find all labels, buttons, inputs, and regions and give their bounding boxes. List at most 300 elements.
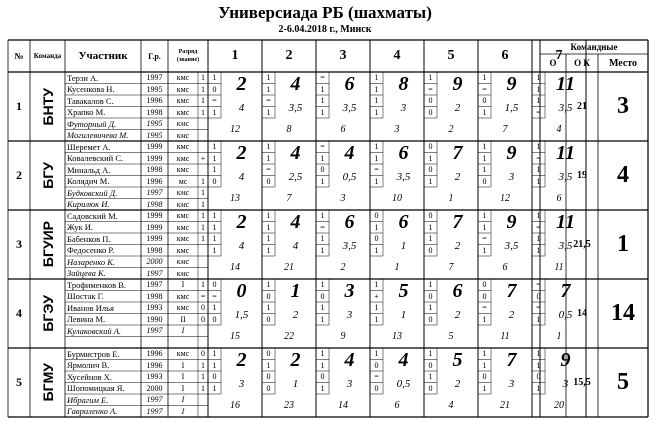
round-opponent: 6 <box>556 193 562 204</box>
board-result: 1 <box>212 303 217 313</box>
board-result: 1 <box>320 314 325 324</box>
board-result: 1 <box>428 234 433 244</box>
board-result: 1 <box>374 245 379 255</box>
player-name: Ярмолич В. <box>67 360 110 371</box>
round-points: 3,5 <box>558 239 573 252</box>
board-result: 1 <box>320 96 325 106</box>
round-points: 3,5 <box>396 170 411 183</box>
board-result: 0 <box>428 142 433 152</box>
player-mark <box>198 325 208 337</box>
team-name-label: БНТУ <box>39 87 56 126</box>
board-result: 0 <box>320 372 325 382</box>
player-name: Жук И. <box>67 222 93 233</box>
board-result: 1 <box>212 211 217 221</box>
team-number: 3 <box>16 237 22 251</box>
board-result: 1 <box>428 280 433 290</box>
round-score: 2 <box>236 73 247 96</box>
round-opponent: 9 <box>340 331 346 342</box>
round-opponent: 4 <box>448 400 454 411</box>
round-opponent: 11 <box>500 331 510 342</box>
board-result: 0 <box>482 372 487 382</box>
header-rank: Разряд (звание) <box>176 49 200 63</box>
board-result: 1 <box>482 383 487 393</box>
player-name: Могилевичева М. <box>67 130 129 141</box>
board-result: 1 <box>266 84 271 94</box>
board-result: 0 <box>536 372 541 382</box>
player-mark <box>198 268 208 280</box>
board-result: 1 <box>212 234 217 244</box>
page-title: Универсиада РБ (шахматы) <box>218 3 432 22</box>
player-mark <box>198 130 208 142</box>
player-name: Ковалевский С. <box>67 153 124 164</box>
player-mark: = <box>200 291 206 301</box>
board-result: 1 <box>266 360 271 370</box>
round-score: 7 <box>452 142 463 165</box>
board-result: 0 <box>212 314 217 324</box>
board-result: 1 <box>536 84 541 94</box>
player-year: 1999 <box>146 153 163 163</box>
player-rank: кмс <box>176 73 190 83</box>
round-points: 3 <box>508 377 515 390</box>
team-place: 3 <box>617 93 629 119</box>
player-year: 1998 <box>146 107 163 117</box>
round-score: 2 <box>290 349 301 372</box>
board-result: 1 <box>320 107 325 117</box>
round-opponent: 7 <box>502 124 508 135</box>
round-score: 9 <box>560 349 571 372</box>
round-points: 2 <box>454 377 461 390</box>
board-result: 1 <box>536 165 541 175</box>
player-year: 1997 <box>146 73 163 83</box>
board-result: 1 <box>320 245 325 255</box>
board-result: 0 <box>266 372 271 382</box>
player-rank: кмс <box>176 303 190 313</box>
player-year: 2000 <box>146 383 163 393</box>
round-score: 6 <box>398 142 409 165</box>
board-result: 1 <box>482 314 487 324</box>
round-opponent: 3 <box>394 124 400 135</box>
player-rank: кмс <box>176 291 190 301</box>
round-score: 6 <box>452 280 463 303</box>
board-result: 1 <box>212 107 217 117</box>
round-score: 11 <box>556 211 575 234</box>
player-year: 1997 <box>146 326 163 336</box>
board-result: 1 <box>212 165 217 175</box>
player-mark: 1 <box>201 199 205 209</box>
player-name: Кусенкова Н. <box>67 84 115 95</box>
player-mark <box>198 394 208 406</box>
board-result: = <box>482 84 487 94</box>
board-result: 0 <box>266 291 271 301</box>
round-opponent: 20 <box>554 400 564 411</box>
board-result: 0 <box>374 234 379 244</box>
board-result: 0 <box>266 314 271 324</box>
team-points: 15,5 <box>573 377 591 388</box>
player-mark <box>198 245 208 257</box>
round-score: 4 <box>398 349 409 372</box>
player-year: 1993 <box>146 372 163 382</box>
team-name <box>30 210 65 279</box>
player-year: 1996 <box>146 349 163 359</box>
team-name-label: БГУИР <box>39 221 56 268</box>
player-rank: кмс <box>176 211 190 221</box>
team-name <box>30 141 65 210</box>
board-result: = <box>320 73 325 83</box>
page-subtitle: 2-6.04.2018 г., Минск <box>278 24 372 35</box>
board-result: = <box>266 96 271 106</box>
board-result: 1 <box>536 314 541 324</box>
player-rank: кмс <box>176 107 190 117</box>
board-result: = <box>374 372 379 382</box>
header-year: Г.р. <box>148 51 161 61</box>
player-year: 1995 <box>146 119 163 129</box>
board-result: + <box>374 291 379 301</box>
round-opponent: 6 <box>502 262 508 273</box>
team-name <box>30 72 65 141</box>
round-points: 3 <box>400 101 407 114</box>
board-result: 0 <box>212 372 217 382</box>
board-result: = <box>536 303 541 313</box>
header-o: О <box>549 58 557 68</box>
round-points: 2,5 <box>288 170 303 183</box>
board-result: 0 <box>374 383 379 393</box>
header-team: Команда <box>33 52 62 60</box>
round-opponent: 14 <box>338 400 348 411</box>
team-points: 21 <box>577 101 587 112</box>
board-result: 1 <box>212 360 217 370</box>
board-result: 1 <box>482 73 487 83</box>
board-result: 1 <box>374 84 379 94</box>
board-result: 1 <box>374 107 379 117</box>
board-result: 1 <box>374 73 379 83</box>
player-rank: кмс <box>176 234 190 244</box>
header-place: Место <box>608 57 638 69</box>
player-mark: 1 <box>201 96 205 106</box>
round-points: 3,5 <box>288 101 303 114</box>
board-result: = <box>536 107 541 117</box>
player-name: Храпко М. <box>67 107 106 118</box>
team-name <box>30 348 65 417</box>
board-result: 1 <box>428 73 433 83</box>
header-team-results: Командные <box>570 42 618 52</box>
header-ok: О К <box>574 58 590 68</box>
round-opponent: 1 <box>394 262 400 273</box>
player-rank: кмс <box>176 349 190 359</box>
board-result: 1 <box>482 211 487 221</box>
board-result: 0 <box>428 383 433 393</box>
round-score: 4 <box>344 349 355 372</box>
player-rank: кмс <box>176 119 190 129</box>
board-result: 0 <box>482 96 487 106</box>
player-mark: + <box>200 153 206 163</box>
board-result: 0 <box>212 176 217 186</box>
board-result: = <box>482 234 487 244</box>
round-score: 5 <box>452 349 463 372</box>
player-year: 1999 <box>146 234 163 244</box>
board-result: 1 <box>212 222 217 232</box>
round-score: 4 <box>344 142 355 165</box>
team-place: 14 <box>611 300 635 326</box>
player-rank: I <box>181 360 185 370</box>
board-result: 1 <box>536 383 541 393</box>
board-result: 1 <box>482 245 487 255</box>
board-result: 1 <box>212 383 217 393</box>
player-name: Зайцева К. <box>67 268 106 279</box>
board-result: = <box>536 280 541 290</box>
round-score: 4 <box>290 211 301 234</box>
round-points: 4 <box>238 170 245 183</box>
round-opponent: 21 <box>500 400 510 411</box>
board-result: 1 <box>266 245 271 255</box>
round-opponent: 2 <box>340 262 346 273</box>
header-round-2: 2 <box>285 48 293 63</box>
board-result: 1 <box>374 314 379 324</box>
round-points: 0,5 <box>396 377 411 390</box>
board-result: 1 <box>482 107 487 117</box>
player-year: 1998 <box>146 199 163 209</box>
team-number: 5 <box>16 375 22 389</box>
player-mark: 1 <box>201 188 205 198</box>
player-name: Шостак Г. <box>67 291 104 302</box>
board-result: 1 <box>374 176 379 186</box>
player-mark <box>198 256 208 268</box>
round-points: 3 <box>238 377 245 390</box>
board-result: 1 <box>320 280 325 290</box>
player-rank: кмс <box>176 257 190 267</box>
player-rank: I <box>181 326 185 336</box>
player-year: 1990 <box>146 314 163 324</box>
player-name: Будковский Д. <box>67 187 118 198</box>
board-result: = <box>536 222 541 232</box>
round-score: 7 <box>560 280 571 303</box>
board-result: 1 <box>428 176 433 186</box>
board-result: 1 <box>266 142 271 152</box>
board-result: 0 <box>266 176 271 186</box>
round-opponent: 22 <box>284 331 294 342</box>
round-opponent: 11 <box>554 262 564 273</box>
board-result: 1 <box>266 303 271 313</box>
player-name: Федосенко Р. <box>67 245 115 256</box>
board-result: = <box>482 303 487 313</box>
team-number: 1 <box>16 99 22 113</box>
player-rank: кмс <box>176 153 190 163</box>
board-result: 0 <box>266 383 271 393</box>
player-name: Тавакалов С. <box>67 95 114 106</box>
board-result: 1 <box>482 153 487 163</box>
round-score: 6 <box>344 211 355 234</box>
round-opponent: 14 <box>230 262 240 273</box>
header-round-7: 7 <box>555 48 563 63</box>
board-result: 1 <box>374 142 379 152</box>
player-name: Бабенков П. <box>67 233 111 244</box>
player-name <box>65 337 141 349</box>
round-score: 11 <box>556 73 575 96</box>
player-mark: 1 <box>201 73 205 83</box>
player-rank: кмс <box>176 245 190 255</box>
player-rank: кмс <box>176 165 190 175</box>
player-name: Колядич М. <box>67 176 110 187</box>
round-points: 3,5 <box>558 101 573 114</box>
round-points: 0,5 <box>558 308 573 321</box>
round-points: 1 <box>292 377 299 390</box>
round-opponent: 1 <box>448 193 454 204</box>
team-number: 4 <box>16 306 22 320</box>
round-opponent: 15 <box>230 331 240 342</box>
player-mark: 0 <box>201 349 205 359</box>
player-mark: 1 <box>201 107 205 117</box>
board-result: 0 <box>428 360 433 370</box>
player-year: 1993 <box>146 303 163 313</box>
board-result: 0 <box>212 84 217 94</box>
player-year: 1998 <box>146 165 163 175</box>
player-rank: I <box>181 406 185 416</box>
board-result: 0 <box>212 280 217 290</box>
round-points: 0,5 <box>342 170 357 183</box>
round-score: 2 <box>236 349 247 372</box>
board-result: 1 <box>320 84 325 94</box>
round-opponent: 13 <box>230 193 240 204</box>
round-points: 1,5 <box>504 101 519 114</box>
round-score: 7 <box>452 211 463 234</box>
player-name: Кулаковский А. <box>67 325 122 336</box>
round-points: 3 <box>508 170 515 183</box>
player-year: 1996 <box>146 176 163 186</box>
player-year: 1995 <box>146 130 163 140</box>
board-result: 0 <box>428 245 433 255</box>
board-result: 1 <box>428 153 433 163</box>
round-opponent: 4 <box>556 124 562 135</box>
board-result: 1 <box>212 349 217 359</box>
player-year: 1999 <box>146 211 163 221</box>
round-opponent: 12 <box>230 124 240 135</box>
player-mark: 1 <box>201 176 205 186</box>
player-name: Гавриленко А. <box>67 406 118 417</box>
player-mark: 1 <box>201 383 205 393</box>
round-points: 1,5 <box>234 308 249 321</box>
player-rank: кмс <box>176 130 190 140</box>
round-points: 1 <box>400 239 407 252</box>
round-opponent: 3 <box>340 193 346 204</box>
board-result: 1 <box>266 222 271 232</box>
board-result: 1 <box>266 234 271 244</box>
player-year <box>141 337 168 349</box>
round-opponent: 13 <box>392 331 402 342</box>
round-points: 2 <box>454 101 461 114</box>
board-result: = <box>266 165 271 175</box>
board-result: 1 <box>320 360 325 370</box>
player-mark: 1 <box>201 280 205 290</box>
board-result: 1 <box>320 234 325 244</box>
player-rank: кмс <box>176 268 190 278</box>
header-round-4: 4 <box>393 48 401 63</box>
board-result: 1 <box>536 96 541 106</box>
player-mark: 1 <box>201 234 205 244</box>
player-year: 1996 <box>146 96 163 106</box>
board-result: 0 <box>266 349 271 359</box>
board-result: 1 <box>374 222 379 232</box>
team-name-label: БГУ <box>39 162 56 189</box>
board-result: 0 <box>482 280 487 290</box>
board-result: = <box>212 291 217 301</box>
round-score: 2 <box>236 211 247 234</box>
board-result: 0 <box>320 291 325 301</box>
board-result: 1 <box>482 142 487 152</box>
player-rank <box>168 337 198 349</box>
round-score: 1 <box>290 280 301 303</box>
team-name-label: БГЭУ <box>39 295 56 332</box>
player-rank: кмс <box>176 188 190 198</box>
round-score: 6 <box>344 73 355 96</box>
round-opponent: 10 <box>392 193 402 204</box>
board-result: 1 <box>536 360 541 370</box>
board-result: 1 <box>320 153 325 163</box>
board-result: 0 <box>482 291 487 301</box>
board-result: 1 <box>536 176 541 186</box>
round-opponent: 5 <box>448 331 454 342</box>
board-result: 1 <box>320 176 325 186</box>
board-result: 1 <box>212 245 217 255</box>
round-opponent: 23 <box>284 400 294 411</box>
round-opponent: 6 <box>340 124 346 135</box>
player-mark: 1 <box>201 84 205 94</box>
board-result: 1 <box>374 280 379 290</box>
player-name: Ибрагим Е. <box>67 394 109 405</box>
team-points: 19 <box>577 170 587 181</box>
player-mark: 0 <box>201 314 205 324</box>
round-score: 9 <box>506 211 517 234</box>
player-year: 1998 <box>146 291 163 301</box>
round-score: 7 <box>506 349 517 372</box>
board-result: 1 <box>320 383 325 393</box>
board-result: 0 <box>428 211 433 221</box>
board-result: 1 <box>266 153 271 163</box>
header-player: Участник <box>78 50 128 62</box>
round-score: 7 <box>506 280 517 303</box>
player-name: Левина М. <box>67 314 106 325</box>
board-result: 1 <box>428 372 433 382</box>
round-points: 4 <box>238 239 245 252</box>
team-place: 4 <box>617 162 629 188</box>
player-rank: II <box>180 314 186 324</box>
player-mark <box>198 337 208 349</box>
player-year: 1997 <box>146 268 163 278</box>
header-round-5: 5 <box>447 48 455 63</box>
player-name: Терзи А. <box>67 72 99 83</box>
round-score: 4 <box>290 73 301 96</box>
board-result: = <box>212 96 217 106</box>
round-opponent: 1 <box>556 331 562 342</box>
player-year: 1997 <box>146 188 163 198</box>
board-result: 0 <box>482 176 487 186</box>
player-year: 1997 <box>146 280 163 290</box>
round-opponent: 6 <box>394 400 400 411</box>
board-result: 1 <box>212 142 217 152</box>
player-year: 1997 <box>146 395 163 405</box>
team-name <box>30 279 65 348</box>
player-name: Футорный Д. <box>67 118 117 129</box>
round-points: 4 <box>238 101 245 114</box>
round-opponent: 7 <box>448 262 454 273</box>
board-result: 0 <box>374 211 379 221</box>
round-points: 2 <box>454 239 461 252</box>
player-year: 1998 <box>146 245 163 255</box>
board-result: 1 <box>374 153 379 163</box>
header-round-6: 6 <box>501 48 509 63</box>
player-name: Трофименков В. <box>67 279 127 290</box>
round-points: 2 <box>292 308 299 321</box>
board-result: 1 <box>536 349 541 359</box>
player-rank: кмс <box>176 84 190 94</box>
